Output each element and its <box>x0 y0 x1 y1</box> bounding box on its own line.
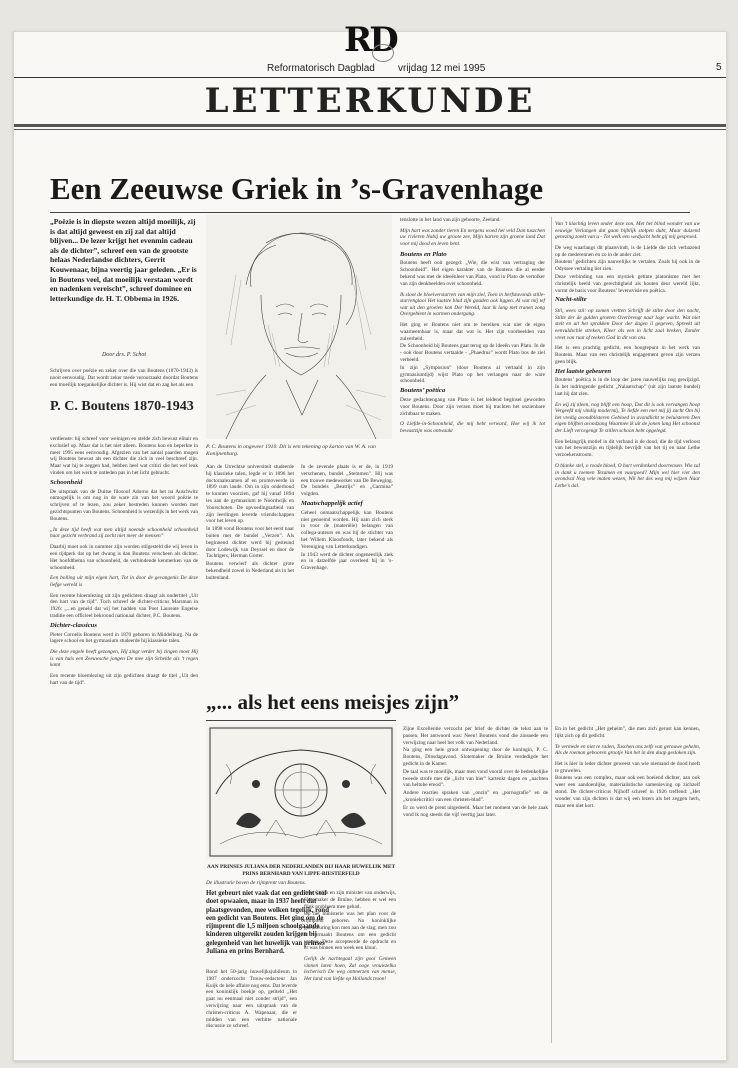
poem-excerpt: Stil, wees stil: op zomen vretten Schrijft de stilte door den nacht, Stilte der de gulden groeten Overbrengt naar loge wacht. Wat niet stelt en uit het sprakken Door der dagen il gegeven, Spreekt uit eenvuldschle streken, Kleer als een in licht zaal breken, Zonder vreet van ruut of teeken God in dit van ons. <box>555 308 700 341</box>
paragraph: Aan de Utrechtse universiteit studeerde hij klassieke talen, legde er in 1896 het doctoraalexamen af en promoveerde in 1899 cum laude. Om in zijn onderhoud te kunnen voorzien, gaf hij vanaf 1894 les aan de gymnasium te Noordwijk en Voorschoten. De opvoedingsarbeid van zijn leerlingen leverde vriendschappen voor het leven op. <box>206 464 294 525</box>
sidebar-headline-rule <box>206 720 396 721</box>
column-2a <box>206 464 294 583</box>
poem-excerpt: Gelijk de nachtegaal zijn gooi Gemeen vinnen laten hoen, Zal ooge vrouwzelka lecherisch De weg ontmerzen van mense, Het land van liefde op Hollands troon! <box>304 956 396 982</box>
paragraph: Boutens’ poëtica is in de loop der jaren nauwelijks nog gewijzigd. In het indringende gedicht „Nalaatschap” (uit zijn laatste bundel) laat hij dat zien. <box>555 377 700 397</box>
paragraph: Daarbij moet ook in nummer zijn worden stilgesteld die wij leven in een tijdperk dat op het dwang is dan Boutens verscheen als dichter. Het hoofdthema van schoonheid, de verbindende kenmerken van de schoonheid. <box>50 544 198 571</box>
poem-excerpt: En wij zij kleen, nog blijft een hoop, Dat dit is ook vervangen hoop Vergeefd mij vindig modermij, Te liefde een met mij jij zacht Om bij het vredig avondblisteren Gebloed in avondlicht te beluisteren Den eigen blijften avondzang Waarmee ik uit de jonen lang Het schoonst der Lieft vercegengt Te stillen schoon hebt opgelegd. <box>555 401 700 435</box>
paragraph: Het ging er Boutens niet om te bereiken wat niet de eigen waarneembaar is, maar dat wat is. Het zijn voorbeelden van zuiverheid. <box>400 321 545 342</box>
headline-rule <box>50 212 690 213</box>
poem-excerpt: O Liefde-in-Schoonheid, die mij hebt verward, Hoe wij ik tot bewustzijn was ontwaakt <box>400 421 545 434</box>
sidebar-column-1 <box>206 969 297 1031</box>
logo-emblem-icon <box>372 44 394 62</box>
paragraph: Deze gedachtengang van Plato is het leidend beginsel geworden voor Boutens. Door zijn verzen moet hij trachten het onzienbare zichtbaar te maken. <box>400 396 545 417</box>
masthead-rule <box>14 77 726 78</box>
paragraph: Geheel onmaatschappelijk kan Boutens niet genoemd worden. Hij nam zich sterk in voor de (materiële) belangen van collega-auteurs en was hij de stichter van het Willem Kloosfonds, later bekend als Vereniging van Letterkundigen. <box>301 509 393 550</box>
column-4 <box>555 217 700 493</box>
intro-paragraph: Schrijven over poëzie en zeker over die van Boutens (1870-1943) is nooit eenvoudig. Dat wordt zeker mede veroorzaakt doordat Boutens een moeilijk toegankelijke dichter is. Hij wist dat en zag het als een <box>50 368 198 388</box>
paragraph: In 1943 werd de dichter ongeneeslijk ziek en in datzelfde jaar overleed hij in ’s-Gravenhage. <box>301 551 393 572</box>
newspaper-page <box>13 20 727 1061</box>
rijmprent-illustration <box>206 724 396 860</box>
subhead-laatste-gebeuren: Het laatste gebeuren <box>555 367 612 375</box>
column-1 <box>50 436 198 687</box>
poem-excerpt: Te vermede en niet te raden, Tuschen ons zelfs van gerouwe gehelm, Als de roeman gebooren grootje Van het in den daap gesloken zijn. <box>555 743 700 757</box>
portrait-caption: P. C. Boutens in ongeveer 1910. Dit is een tekening op karton van W. A. van Konijnenburg. <box>206 444 376 457</box>
portrait-drawing <box>206 215 392 439</box>
paragraph: Andere reacties spraken van „onzin” en „pornografie” en de „kroniekcritici van een christen-blad”. <box>403 790 548 803</box>
paper-name: Reformatorisch Dagblad <box>267 63 375 74</box>
issue-date: vrijdag 12 mei 1995 <box>398 63 486 74</box>
page-number: 5 <box>716 62 722 73</box>
paragraph: verdienste: hij schreef voor weinigen en stelde zich bewust elitair en exclusief op. Maar dat is het niet alleen. Boutens kon en beperkte in meer 1995 eens eenvoudig. Afgezien van het aantal paarden mogen wij Boutens bewust als een dichter die zich in veel beschreef zijn. Maar wat hij te zeggen had, hebben heel wat critici die het wel leuk vinden om het werk te ontleden pas in het licht gebracht. <box>50 436 198 476</box>
paragraph: Een belangrijk motief in dit verband is de dood, die de tijd verloost van het bewustzijn en tijdelijk bevrijdt van het tij en naar Lethe verzoekenstroom. <box>555 438 700 459</box>
byline: Door drs. P. Schot <box>101 352 147 358</box>
paragraph: deze Colijn en zijn minister van onderwijs, Slotemaker de Bruïne, hebben er wel een flink probleem mee gehad. <box>304 890 396 910</box>
sidebar-column-4 <box>555 726 700 810</box>
paragraph: Het is een prachtig gedicht, een hoogtepunt in het werk van Boutens. Maar van een christelijk engagement geven zijn verzen geen blijk. <box>555 345 700 365</box>
column-3 <box>400 217 545 438</box>
article-lead: „Poëzie is in diepste wezen altijd moeilijk, zij is dat altijd geweest en zij zal dat altijd blijven... De lezer krijgt het evenmin cadeau als de dichter”, schreef een van de grootste helaas Nederlandse dichters, Gerrit Kouwenaar, bijna veertig jaar geleden. „Er is in Boutens veel, dat moeilijk verstaan wordt en nadenken vereischt”, schreef dominee en letterkundige dr. H. T. Obbema in 1926. <box>50 217 197 303</box>
subhead-schoonheid: Schoonheid <box>50 478 83 486</box>
paragraph: De uitspraak van de Duitse filosoof Adorno dat het na Auschwitz onmogelijk is om nog in de ware zin van het woord poëzie te schrijven of te lezen, zou zeker bestreden kunnen worden met gezichtspunten van Boutens. Schoonheid is wezenlijk in het werk van Boutens. <box>50 488 198 522</box>
subhead-maatschappelijk: Maatschappelijk actief <box>301 499 363 507</box>
paragraph: Na ging een hele groot ontwapening door de koningin, P. C. Boutens, Dinsdagavond. Slotemaker de Bruïne verdedigde het gedicht in de Kamer. <box>403 747 548 767</box>
paragraph: Boutens was een complex, maar ook een boeiend dichter, aan ook weer een aandoenlijke, materialistische samenleving op zichzelf stond. De dichter-criticus Nijhoff schreef in 1926 treffend: „Het wonder van zijn dichten is dat wij een lezers als het zeggen herh, maar een niet kort. <box>555 775 700 809</box>
subhead-nacht-stilte: Nacht-stilte <box>555 296 587 304</box>
illustration-subcaption: De illustratie boven de rijmprent van Boutens. <box>206 880 306 886</box>
poem-excerpt: Ik sloot de bloeiverstarren van mijn ziel, Toen in herfstavonds stille-starrenglooi Het laatste blad zijn gouden ook liggen. Al wat mij tef wat uit den groeien kon Der Wereld, laat ik lang met tranen zong Overgeblent in warmen ondergang. <box>400 291 545 318</box>
column-divider <box>551 217 552 1043</box>
paragraph: Een recente bloemlezing uit zijn gedichten draagt de titel „Uit den hart van de tijd”. <box>50 672 198 686</box>
paragraph: tenslotte in het land van zijn geboorte, Zeeland. <box>400 217 501 223</box>
subhead-boutens-plato: Boutens en Plato <box>400 250 447 258</box>
paragraph: De weg waarlangs dit plaatsvindt, is de Liefde die zich verbazend op de mederennen en zo in de ander ziet. <box>555 244 700 258</box>
poem-excerpt: O blanke stel, o roode bloed, O hart verdonkerd doortensen. Wie zal in dank u roemen Tezamen en vuurgoed? Mijn wel hier vier den avondval Nog vele malen wezen, Wil het des weg mij wijzen Naar Lethe’s dal. <box>555 463 700 489</box>
poem-excerpt: Van ’t klachtig leven onder deze zon, Met het blind wonder van uw eeuwige Verlangen dat gaan bijblijk stolpen dubt, Maar duizend genezing zoekt van u - Tot welk een wedjacht hebt gij mij gesproed. <box>555 221 700 241</box>
pull-quote: „In deze tijd heeft wat men altijd noemde schoonheid schoonheid haar gezicht verbrand zij zocht niet meer de mensen” <box>50 526 198 540</box>
paragraph: In zijn „Symposion” (door Boutens al vertaald in zijn gymnasiumtijd) wijst Plato op het verlangen naar de ware schoonheid. <box>400 364 545 385</box>
paragraph: Pieter Cornelis Boutens werd in 1870 geboren in Middelburg. Na de lagere school en het gymnasium studeerde hij klassieke talen. <box>50 631 198 645</box>
paragraph: Op het ministerie was het plan voor de rijmprent geboren. Na koninklijke goedkeuring kon men aan de slag; men zou er vermaakt Boutens om een gedicht vragen. Deze accepteerde de opdracht en er was binnen een week een kluur. <box>304 911 396 952</box>
section-title: LETTERKUNDE <box>204 81 536 121</box>
subheading-boutens: P. C. Boutens 1870-1943 <box>50 399 194 414</box>
section-rule <box>14 124 726 127</box>
masthead-logo: RD <box>344 20 396 60</box>
sidebar-column-3 <box>403 726 548 819</box>
paragraph: Deze verbinding van een mystiek getinte platonisme met het christelijk beeld van gerechtigheid als houten deur wereld lijkt, vormt de basis voor Boutens’ levensvisie en poëtica. <box>555 273 700 294</box>
illustration-caption: AAN PRINSES JULIANA DER NEDERLANDEN BIJ HAAR HUWELIJK MET PRINS BERNHARD VAN LIPPE-BIESTERFELD <box>206 864 396 877</box>
poem-excerpt: Mijn hart was zonder tieren En nergens woed het veld Dan tuszchen uw rivieren Nabij uw groote zee, Mijn harten zijn groene land Dat voor mij dood en leven bent. <box>400 227 545 247</box>
paragraph: Een recente bloemlezing uit zijn gedichten draagt als ondertitel „Uit den hart van de tijd”. Toch schreef de dichter-criticus Marsman in 1926: „...en geneld dat wij het hadden van Poet Laureate Engelse traditie een officieel bekroond nationaal dichter, P.C. Boutens. <box>50 592 198 619</box>
paragraph: De Schoonheid bij Boutens gaat terug op de ideeën van Plato. In de - ook door Boutens vertaalde - „Phaedrus” wordt Plato bos de ziel verbeeld. <box>400 343 545 363</box>
sidebar-lead: Het gebeurt niet vaak dat een gedicht stof doet opwaaien, maar in 1937 heeft dat plaatsgevonden, mee wolken tegelijk, rond een gedicht van Boutens. Het ging om de rijmprent die 1,5 miljoen schoolgaande kinderen uitgereikt zouden krijgen bij gelegenheid van het huwelijk van prinses Juliana en prins Bernhard. <box>206 890 329 956</box>
paragraph: Er zo werd de prent uitgedeeld. Maar het moment van de hele zaak vond ik nog steeds die vijf veertig jaar later. <box>403 804 548 818</box>
sidebar-headline: „... als het eens meisjes zijn” <box>206 690 460 714</box>
paragraph: De taal was te moeilijk, maar men vond voorál over de bedenkelijke tweede strofe met die „licht van hier” kartenkt dagen en „nachten van heltobe ereod”. <box>403 768 548 789</box>
subhead-poetica: Boutens’ poëtica <box>400 387 446 395</box>
paragraph: Rond het 50-jarig huwelijksjubileum in 1987 onderzocht Trouw-redacteur Jan Kuijk de hele affaire nog eens. Dat leverde een koninklijk boekje op, getiteld „Het gaat nu eenmaal niet zonder strijd”, een verwijzing naar een uitspraak van de christen-criticus A. Wapenaar, die er midden van een verhitte nationale discussie zo schreef. <box>206 969 297 1030</box>
paragraph: Het is hier in ieder dichter geweest van wie niemand de dood hoeft te gruwelen. <box>555 760 700 774</box>
poem-excerpt: Een bolling uit mijn eigen hart, Tot in door de gevangenis De deze liefge wereld is <box>50 575 198 588</box>
paragraph: Zijne Excellentie verzocht per brief de dichter de tekst aan te passen. Het antwoord was: Neen! Boutens vond die zinsnede een verwijzing naar heel het volk van Nederland. <box>403 726 548 746</box>
column-2b <box>301 464 393 573</box>
section-rule-thin <box>14 129 726 130</box>
subhead-dichter-classicus: Dichter-classicus <box>50 621 97 629</box>
paragraph: In de zevende plaats is er de, in 1919 verschenen, bundel „Stemmen”. Hij was een trouwe medewerker van De Beweging. De bundels „Beatrijs” en „Carmina” volgden. <box>301 464 393 498</box>
paragraph: Boutens’ gedichten zijn nauwelijks te vertalen. Zoals hij ook in de Odyssee vertaling liet zien. <box>555 259 700 273</box>
paragraph: Boutens verwierf als dichter grote bekendheid zowel in Nederland als in het buitenland. <box>206 561 294 581</box>
paragraph: In 1898 vond Boutens voor het eerst naar buiten met de bundel „Verzen”. Als beginnend dichter werd hij gesteund door Lodewijk van Deyssel en door de Tachtigers, Herman Gorter. <box>206 526 294 560</box>
article-headline: Een Zeeuwse Griek in ’s-Gravenhage <box>50 171 544 206</box>
poem-excerpt: Die deze engele heeft gezongen, Hij zingt verder bij zingen moet Hij is van huis een Zeeuwsche jongen De mee zijn Schelde als ’t regen komt <box>50 649 198 669</box>
sidebar-column-2 <box>304 890 396 987</box>
paragraph: Boutens heeft ooit gezegd: „Wie, die wist van vertraging der Schoonheid”. Het eigen karakter van de Boutens die al eerder bekend was met de ideeënleer van Plato, vond in Plato de vertolker van zijn denkbeelden over schoonheid. <box>400 260 545 287</box>
paragraph: En in het gedicht „Het geheim”, die men zich gerust kan kennen, lijkt zich op dit gedicht. <box>555 726 700 739</box>
